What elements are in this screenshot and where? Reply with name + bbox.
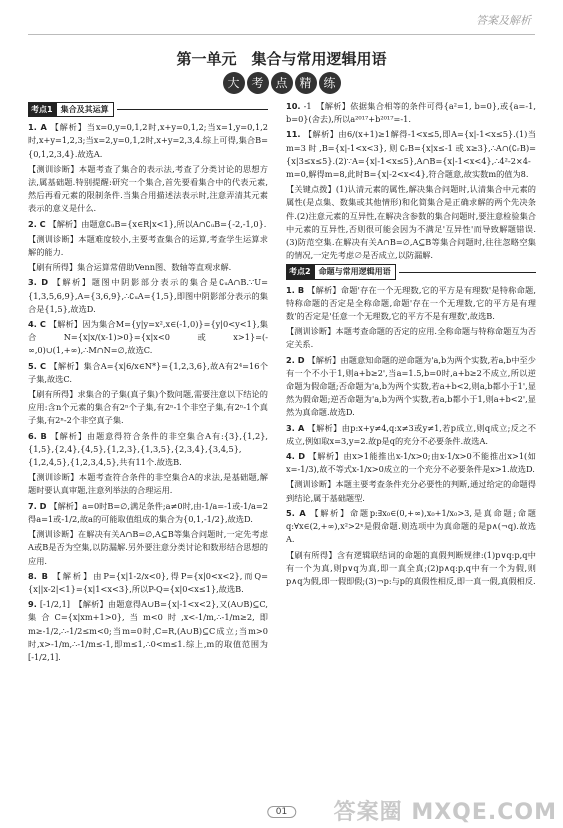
answer-text: 【解析】由题意得符合条件的非空集合A有:{3},{1,2},{1,5},{2,4},{4,5},{1,2,3},{1,3,5},{2,3,4},{3,4,5},{1,2,4,5},{1,2,3,4,5},共有11个.故选B.: [28, 430, 269, 468]
answer-text: 【解析】由p:x+y≠4,q:x≠3或y≠1,若p成立,则q成立;反之不成立,例如取x=3,y=2.故p是q的充分不必要条件.故选A.: [286, 422, 536, 446]
answer-text: 【刷有所得】求集合的子集(真子集)个数问题,需要注意以下结论的应用:含n个元素的集合有2ⁿ个子集,有2ⁿ-1个非空子集,有2ⁿ-1个真子集,有2ⁿ-2个非空真子集.: [28, 389, 268, 426]
answer-number: 3. D: [28, 277, 53, 288]
answer-number: 5. C: [28, 360, 50, 371]
answer-text: 【刷有所得】含有逻辑联结词的命题的真假判断规律:(1)p∨q:p,q中有一个为真,则p∨q为真,即一真全真;(2)p∧q:p,q中有一个为假,则p∧q为假,即一假即假;(3)¬p:与p的真假性相反,即一真一假,真假相反.: [286, 549, 536, 586]
answer-text: 【测训诊断】在解决有关A∩B=∅,A⊆B等集合问题时,一定先考虑A或B是否为空集,以防漏解.另外要注意分类讨论和数形结合思想的应用.: [28, 529, 268, 566]
answer-entry: [28, 318, 268, 358]
answer-entry: [286, 284, 536, 324]
answer-note: [28, 163, 268, 216]
answer-text: 【解析】因为集合M={y|y=x²,x∈(-1,0)}={y|0<y<1},集合N={x|x/(x-1)>0}={x|x<0或x>1}=(-∞,0)∪(1,+∞),∴M∩N=∅,故选C.: [28, 319, 268, 356]
answer-entry: [286, 128, 536, 181]
answer-number: 7. D: [28, 500, 50, 511]
section-tag: 考点2: [286, 264, 314, 279]
answer-text: 【解析】由6/(x+1)≥1解得-1<x≤5,即A={x|-1<x≤5}.(1)当m=3时,B={x|-1<x<3},则∁ᵣB={x|x≤-1或x≥3},∴A∩(∁ᵣB)={x|3≤x≤5}.(2)∵A={x|-1<x≤5},A∩B={x|-1<x<4},∴4²-2×4-m=0,解得m=8,此时B={x|-2<x<4},符合题意,故实数m的值为8.: [286, 129, 536, 180]
answer-note: [28, 528, 268, 568]
section-tag: 考点1: [28, 102, 56, 117]
answer-number: 11.: [286, 129, 304, 140]
answer-number: 9.: [28, 599, 40, 610]
answer-number: 6. B: [28, 430, 51, 441]
answer-text: 【解析】命题p:∃x₀∈(0,+∞),x₀+1/x₀>3,是真命题;命题q:∀x∈(2,+∞),x²>2ˣ是假命题.则选项中为真命题的是p∧(¬q).故选A.: [286, 507, 536, 545]
right-column: [286, 100, 536, 590]
answer-text: 【解析】由题意∁ᵤB={x∈R|x<1},所以A∩∁ᵤB={-2,-1,0}.: [48, 218, 267, 229]
section-name: 命题与常用逻辑用语: [314, 264, 396, 279]
section-header-2: [286, 264, 536, 279]
answer-number: 2. D: [286, 354, 308, 365]
right-entries-top: [286, 100, 536, 262]
answer-entry: [28, 430, 268, 470]
answer-text: 【解析】题图中阴影部分表示的集合是∁ᵤA∩B.∵U={1,3,5,6,9},A={3,6,9},∴∁ᵤA={1,5},即图中阴影部分表示的集合是{1,5},故选D.: [28, 277, 268, 314]
answer-number: 1. A: [28, 122, 51, 133]
page-number: 01: [267, 806, 296, 818]
answer-number: 4. C: [28, 319, 49, 330]
answer-entry: [286, 422, 536, 448]
banner-char: 大: [223, 72, 245, 94]
answer-text: 【关键点拨】(1)认清元素的属性,解决集合问题时,认清集合中元素的属性(是点集、数集或其他情形)和化简集合是正确求解的两个先决条件.(2)注意元素的互异性,在解决含参数的集合问题时,要注意检验集合中元素的互异性,否则很可能会因为不满足'互异性'而导致解题错误.(3)防范空集.在解决有关A∩B=∅,A⊆B等集合问题时,往往忽略空集的情况,一定先考虑∅是否成立,以防漏解.: [286, 184, 536, 261]
answer-text: [-1/2,1] 【解析】由题意得A∪B={x|-1<x<2},又(A∪B)⊆C,集合C={x|xm+1>0},当m<0时,x<-1/m,∴-1/m≥2,即m≥-1/2,∴-1/2≤m<0;当m=0时,C=R,(A∪B)⊆C成立;当m>0时,x>-1/m,∴-1/m≤-1,即m≤1,∴0<m≤1.综上,m的取值范围为[-1/2,1].: [28, 599, 268, 662]
banner-char: 点: [271, 72, 293, 94]
answer-number: 4. D: [286, 451, 309, 462]
answer-entry: [28, 218, 268, 231]
answer-note: [286, 325, 536, 351]
answer-entry: [28, 121, 268, 161]
answer-entry: [28, 276, 268, 316]
banner-char: 精: [295, 72, 317, 94]
answer-number: 1. B: [286, 284, 308, 295]
header-label: 答案及解析: [476, 14, 531, 27]
answer-text: 【测训诊断】本题考查符合条件的非空集合A的求法,是基础题,解题时要认真审题,注意列举法的合理运用.: [28, 472, 268, 496]
answer-number: 3. A: [286, 422, 308, 433]
answer-text: 【测训诊断】本题难度较小,主要考查集合的运算,考查学生运算求解的能力.: [28, 233, 268, 258]
answer-entry: [286, 450, 536, 476]
answer-note: [286, 478, 536, 504]
answer-number: 2. C: [28, 218, 49, 229]
section-rule: [399, 272, 536, 273]
left-column: [28, 100, 268, 666]
section-name: 集合及其运算: [56, 102, 114, 117]
answer-text: 【测训诊断】本题主要考查条件充分必要性的判断,通过给定的命题得到结论,属于基础题型.: [286, 479, 536, 503]
answer-number: 10.: [286, 101, 304, 111]
unit-title: 第一单元 集合与常用逻辑用语: [176, 50, 387, 68]
watermark: 答案圈 MXQE.COM: [333, 800, 557, 825]
answer-entry: [286, 100, 536, 126]
banner: [223, 72, 341, 94]
answer-entry: [28, 570, 268, 596]
answer-entry: [286, 354, 536, 420]
section-header-1: [28, 102, 268, 117]
answer-note: [28, 388, 268, 428]
answer-text: 【测训诊断】本题考查了集合的表示法,考查了分类讨论的思想方法,属基础题.特别提醒:研究一个集合,首先要看集合中的代表元素,然后再看元素的限制条件.当集合用描述法表示时,注意弄清其元素表示的意义是什么.: [28, 163, 268, 214]
answer-text: 【解析】命题'存在一个无理数,它的平方是有理数'是特称命题,特称命题的否定是全称命题,命题'存在一个无理数,它的平方是有理数'的否定是'任意一个无理数,它的平方不是有理数',故选B.: [286, 284, 536, 322]
right-entries-bottom: [286, 284, 536, 588]
answer-text: 【解析】a=0时B=∅,满足条件;a≠0时,由-1/a=-1或-1/a=2得a=1或-1/2,故a的可能取值组成的集合为{0,1,-1/2},故选D.: [28, 500, 268, 524]
banner-char: 练: [319, 72, 341, 94]
answer-note: [28, 471, 268, 497]
answer-entry: [286, 507, 536, 547]
answer-text: 【解析】由P={x|1-2/x<0},得P={x|0<x<2},而Q={x||x-2|<1}={x|1<x<3},所以P-Q={x|0<x≤1},故选B.: [28, 570, 268, 594]
answer-text: 【测训诊断】本题考查命题的否定的应用.全称命题与特称命题互为否定关系.: [286, 326, 536, 350]
answer-note: [286, 549, 536, 589]
left-entries: [28, 121, 268, 664]
answer-entry: [28, 598, 268, 664]
answer-text: -1 【解析】依据集合相等的条件可得{a²=1, b=0},或{a=-1, b=0}(舍去),所以a²⁰¹⁷+b²⁰¹⁷=-1.: [286, 101, 536, 125]
answer-text: 【解析】当x=0,y=0,1,2时,x+y=0,1,2;当x=1,y=0,1,2时,x+y=1,2,3;当x=2,y=0,1,2时,x+y=2,3,4.综上可得,集合B={0,1,2,3,4}.故选A.: [28, 122, 268, 159]
answer-note: [286, 183, 536, 262]
banner-char: 考: [247, 72, 269, 94]
answer-number: 8. B: [28, 570, 53, 581]
answer-note: [28, 233, 268, 259]
answer-text: 【解析】由题意知命题的逆命题为'a,b为两个实数,若a,b中至少有一个不小于1,则a+b≥2',当a=1.5,b=0时,a+b≥2不成立,所以逆命题为假命题;否命题为'a,b为两个实数,若a+b<2,则a,b都小于1',显然为假命题;逆否命题为'a,b为两个实数,若a,b都小于1,则a+b<2',显然为真命题.故选D.: [286, 354, 536, 418]
answer-entry: [28, 360, 268, 386]
answer-text: 【解析】由x>1能推出x-1/x>0;由x-1/x>0不能推出x>1(如x=-1/3),故不等式x-1/x>0成立的一个充分不必要条件是x>1.故选D.: [286, 451, 536, 475]
section-rule: [117, 109, 268, 110]
header-divider: [28, 34, 535, 35]
answer-text: 【解析】集合A={x|6/x∈N*}={1,2,3,6},故A有2⁴=16个子集,故选C.: [28, 360, 268, 384]
answer-text: 【刷有所得】集合运算常借助Venn图、数轴等直观求解.: [28, 262, 232, 273]
answer-number: 5. A: [286, 507, 311, 518]
answer-entry: [28, 500, 268, 526]
answer-note: [28, 261, 268, 274]
